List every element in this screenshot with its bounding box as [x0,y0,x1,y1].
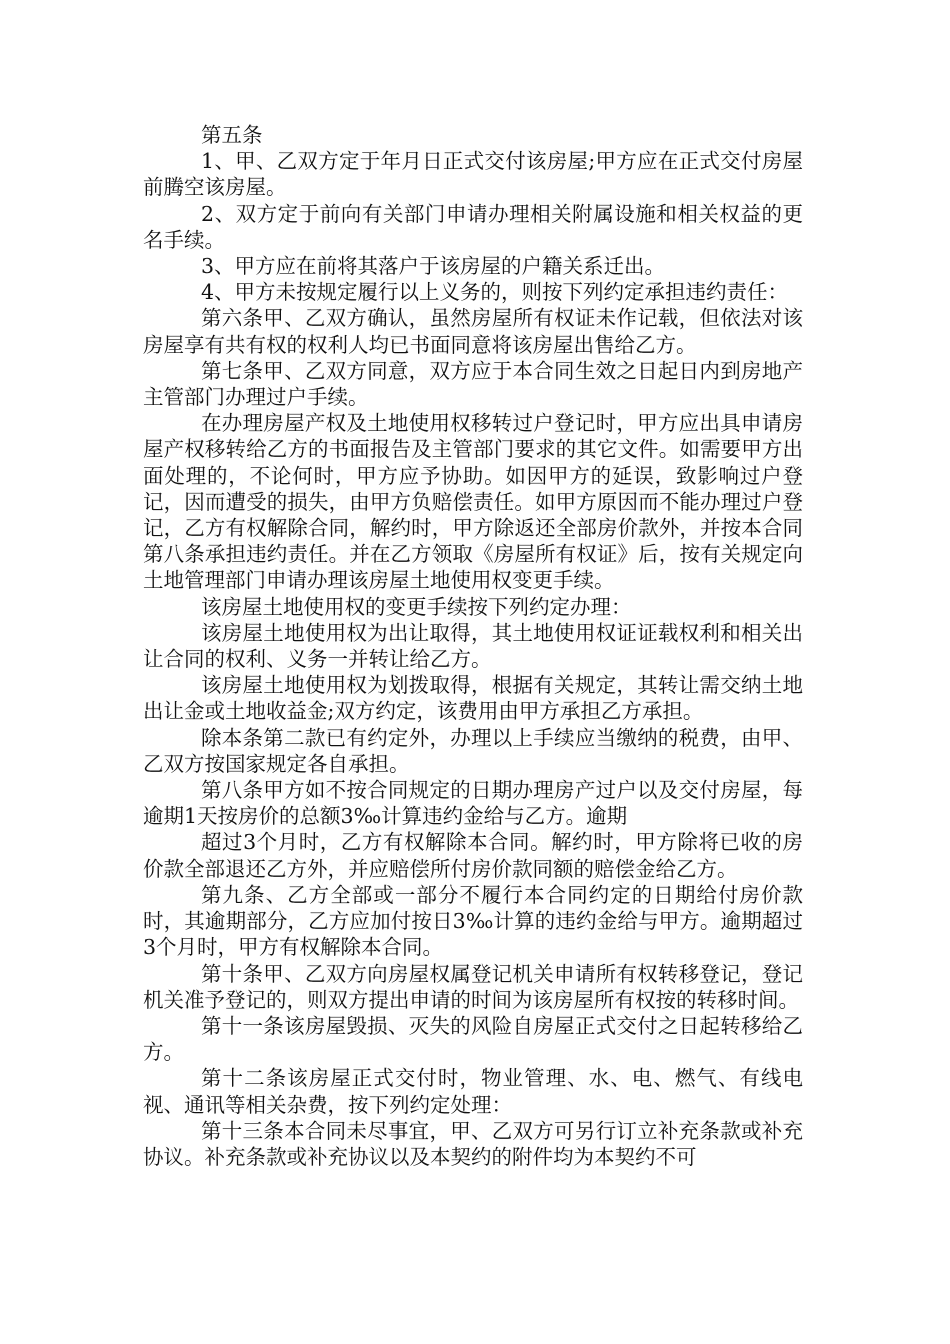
paragraph-article-5-item-4: 4、甲方未按规定履行以上义务的，则按下列约定承担违约责任： [201,280,789,305]
paragraph-land-grant: 该房屋土地使用权为出让取得，其土地使用权证证载权利和相关出让合同的权利、义务一并转让给乙方。 [143,620,803,672]
paragraph-article-5-item-3: 3、甲方应在前将其落户于该房屋的户籍关系迁出。 [201,254,666,279]
paragraph-land-allocation: 该房屋土地使用权为划拨取得，根据有关规定，其转让需交纳土地出让金或土地收益金;双方约定，该费用由甲方承担乙方承担。 [143,673,803,724]
paragraph-article-8: 第八条甲方如不按合同规定的日期办理房产过户以及交付房屋，每逾期1天按房价的总额3‰计算违约金给与乙方。逾期 [143,778,803,829]
paragraph-article-10: 第十条甲、乙双方向房屋权属登记机关申请所有权转移登记，登记机关准予登记的，则双方提出申请的时间为该房屋所有权按的转移时间。 [143,961,803,1012]
paragraph-article-5-heading: 第五条 [201,123,263,147]
paragraph-article-7: 第七条甲、乙双方同意，双方应于本合同生效之日起日内到房地产主管部门办理过户手续。 [143,358,803,410]
paragraph-article-13: 第十三条本合同未尽事宜，甲、乙双方可另行订立补充条款或补充协议。补充条款或补充协议以及本契约的附件均为本契约不可 [143,1118,803,1169]
paragraph-article-6: 第六条甲、乙双方确认，虽然房屋所有权证未作记载，但依法对该房屋享有共有权的权利人均已书面同意将该房屋出售给乙方。 [143,306,803,357]
paragraph-article-8-continued: 超过3个月时，乙方有权解除本合同。解约时，甲方除将已收的房价款全部退还乙方外，并应赔偿所付房价款同额的赔偿金给乙方。 [143,830,803,881]
paragraph-article-12: 第十二条该房屋正式交付时，物业管理、水、电、燃气、有线电视、通讯等相关杂费，按下列约定处理： [143,1066,803,1117]
paragraph-article-5-item-1: 1、甲、乙双方定于年月日正式交付该房屋;甲方应在正式交付房屋前腾空该房屋。 [143,149,803,200]
document-body [143,122,803,1170]
paragraph-article-11: 第十一条该房屋毁损、灭失的风险自房屋正式交付之日起转移给乙方。 [143,1013,803,1065]
paragraph-article-5-item-2: 2、双方定于前向有关部门申请办理相关附属设施和相关权益的更名手续。 [143,201,803,252]
paragraph-taxes-fees: 除本条第二款已有约定外，办理以上手续应当缴纳的税费，由甲、乙双方按国家规定各自承担。 [143,725,803,776]
paragraph-land-use-change: 该房屋土地使用权的变更手续按下列约定办理： [201,594,632,619]
paragraph-transfer-registration: 在办理房屋产权及土地使用权移转过户登记时，甲方应出具申请房屋产权移转给乙方的书面报告及主管部门要求的其它文件。如需要甲方出面处理的，不论何时，甲方应予协助。如因甲方的延误，致影响过户登记，因而遭受的损失，由甲方负赔偿责任。如甲方原因而不能办理过户登记，乙方有权解除合同，解约时，甲方除返还全部房价款外，并按本合同第八条承担违约责任。并在乙方领取《房屋所有权证》后，按有关规定向土地管理部门申请办理该房屋土地使用权变更手续。 [143,411,803,593]
paragraph-article-9: 第九条、乙方全部或一部分不履行本合同约定的日期给付房价款时，其逾期部分，乙方应加付按日3‰计算的违约金给与甲方。逾期超过3个月时，甲方有权解除本合同。 [143,882,803,960]
